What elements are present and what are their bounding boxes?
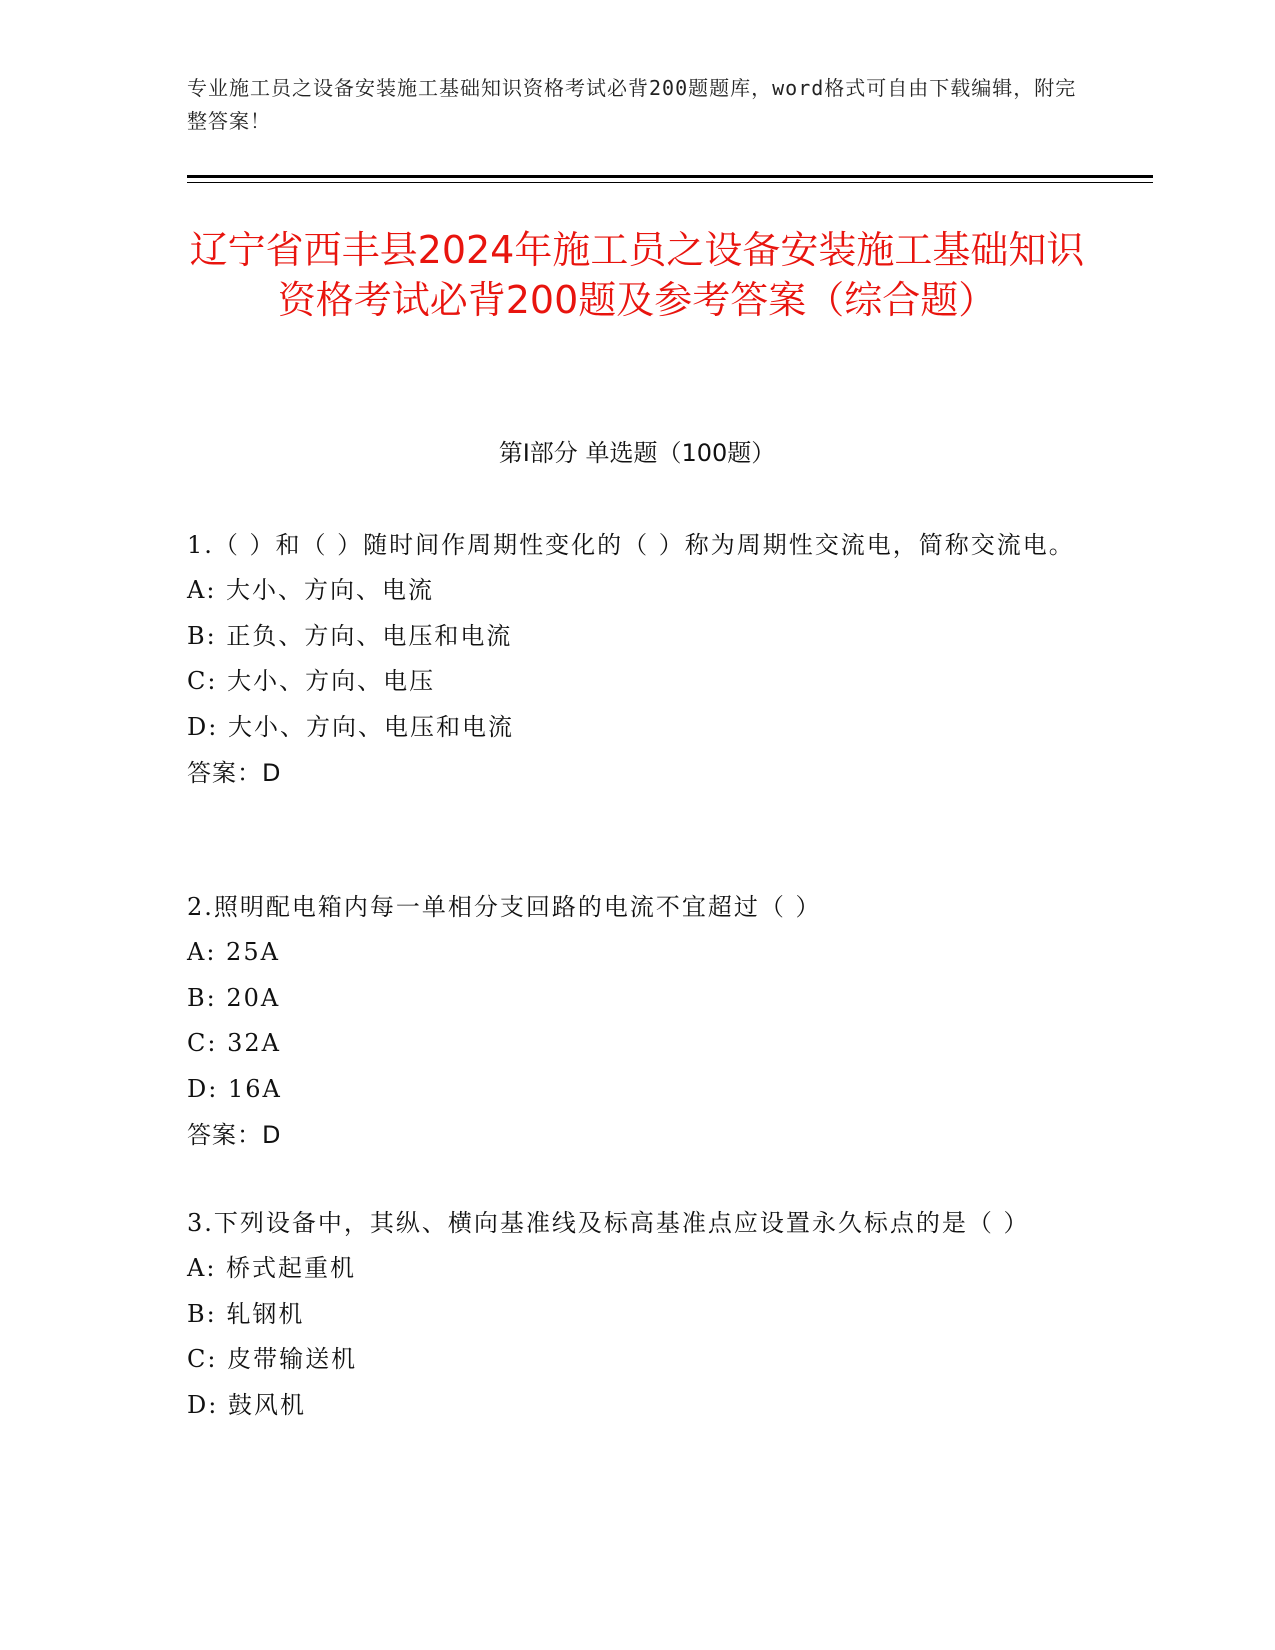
option-d: D: 大小、方向、电压和电流	[187, 712, 514, 741]
header-note: 专业施工员之设备安装施工基础知识资格考试必背200题题库，word格式可自由下载编辑，附完整答案！	[187, 76, 1077, 133]
option-b: B: 正负、方向、电压和电流	[187, 621, 513, 650]
question-3	[187, 1200, 1087, 1428]
option-d: D: 16A	[187, 1074, 282, 1103]
option-c: C: 皮带输送机	[187, 1345, 358, 1373]
option-c: C: 大小、方向、电压	[187, 667, 436, 695]
option-d: D: 鼓风机	[187, 1390, 306, 1419]
option-b: B: 轧钢机	[187, 1299, 305, 1328]
document-title: 辽宁省西丰县2024年施工员之设备安装施工基础知识资格考试必背200题及参考答案（综合题）	[189, 228, 1085, 322]
option-a: A: 大小、方向、电流	[187, 576, 435, 604]
header-rule-thick	[187, 175, 1153, 178]
option-a: A: 桥式起重机	[187, 1254, 357, 1282]
question-stem: 1.（ ）和（ ）随时间作周期性变化的（ ）称为周期性交流电，简称交流电。	[187, 531, 1075, 559]
question-stem: 3.下列设备中，其纵、横向基准线及标高基准点应设置永久标点的是（ ）	[187, 1209, 1030, 1237]
question-2	[187, 884, 1087, 1158]
option-a: A: 25A	[187, 938, 280, 966]
question-1	[187, 522, 1087, 796]
section-heading: 第Ⅰ部分 单选题（100题）	[498, 439, 776, 467]
answer: 答案：D	[187, 759, 282, 787]
answer: 答案：D	[187, 1121, 282, 1149]
question-stem: 2.照明配电箱内每一单相分支回路的电流不宜超过（ ）	[187, 893, 822, 921]
option-b: B: 20A	[187, 983, 281, 1012]
header-rule-thin	[187, 182, 1153, 183]
option-c: C: 32A	[187, 1029, 281, 1057]
